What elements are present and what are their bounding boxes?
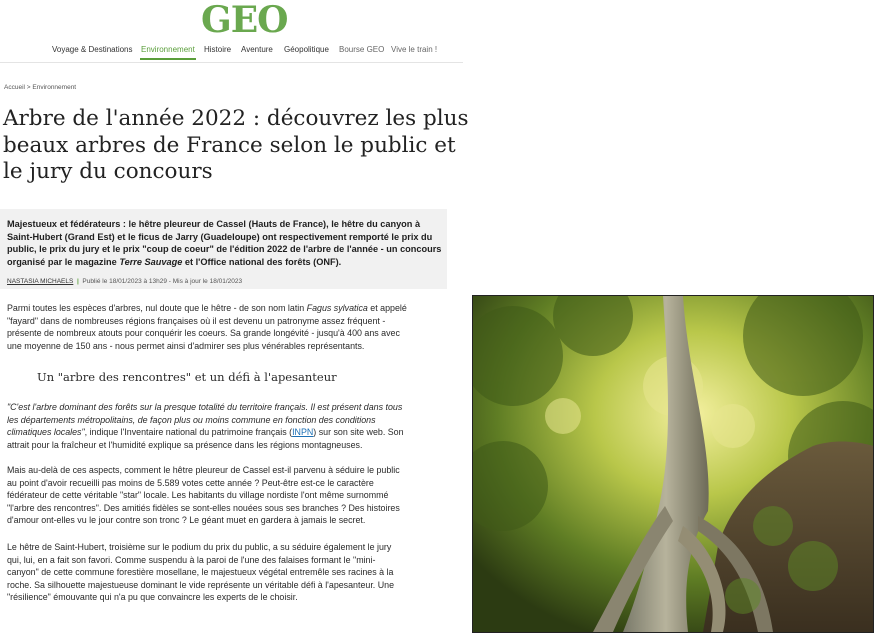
- latin-name: Fagus sylvatica: [306, 303, 368, 313]
- nav-divider: [0, 62, 463, 63]
- breadcrumb-home[interactable]: Accueil: [4, 84, 25, 91]
- article-title: Arbre de l'année 2022 : découvrez les plus beaux arbres de France selon le public et le jury du concours: [3, 106, 469, 184]
- breadcrumb: [4, 84, 76, 91]
- nav-item-aventure[interactable]: Aventure: [241, 45, 273, 54]
- nav-active-indicator: [140, 58, 196, 60]
- nav-item-histoire[interactable]: Histoire: [204, 45, 232, 54]
- article-lead: [7, 218, 443, 268]
- lead-text-part: et l'Office national des forêts (ONF).: [182, 256, 342, 267]
- byline-separator: |: [75, 278, 81, 285]
- paragraph-text: et appelé "fayard" dans de nombreuses régions françaises où il est devenu un patronyme assez fréquent - présente de nombreux atouts pour conquérir les coeurs. Sa grande longévité - jusqu'à 400 ans avec une moyenne de 150 ans - nous permet ainsi d'admirer ses plus vénérables représentants.: [7, 303, 407, 351]
- nav-item-voyage[interactable]: Voyage & Destinations: [52, 45, 133, 54]
- main-nav: [0, 45, 463, 61]
- tree-image: [473, 296, 873, 632]
- paragraph-text: , indique l'Inventaire national du patrimoine français (: [84, 427, 293, 438]
- paragraph-text: ) sur son site web. Son attrait pour la fraîcheur et l'humidité explique sa présence dans les régions montagneuses.: [7, 427, 404, 450]
- nav-item-environnement[interactable]: Environnement: [141, 45, 195, 54]
- article-paragraph-3: Mais au-delà de ces aspects, comment le hêtre pleureur de Cassel est-il parvenu à séduire le public au point d'avoir recueilli pas moins de 5.589 votes cette année ? Peut-être est-ce le caractère fédérateur de cette véritable "star" locale. Les habitants du village nordiste l'ont même surnommé "l'arbre des rencontres". Des amitiés fidèles se sont-elles nouées sous ses branches ? Des histoires d'amour ont-elles vu le jour contre son tronc ? Le géant muet en gardera à jamais le secret.: [7, 465, 400, 526]
- beech-tree-photo: [472, 295, 874, 633]
- article-paragraph-4: Le hêtre de Saint-Hubert, troisième sur le podium du prix du public, a su séduire également le jury qui, lui, en a fait son favori. Comme suspendu à la paroi de l'une des falaises formant le "mini-canyon" de cette commune forestière mosellane, le majestueux végétal entremêle ses racines à la roche. Sa silhouette majestueuse dominant le vide représente un véritable défi à l'apesanteur. Une "résilience" émouvante qui n'a pu que convaincre les experts de le choisir.: [7, 542, 395, 603]
- lead-magazine-name: Terre Sauvage: [119, 256, 183, 267]
- breadcrumb-separator: >: [26, 84, 31, 91]
- article-paragraph-2: [7, 401, 407, 451]
- nav-item-vive-le-train[interactable]: Vive le train !: [391, 45, 438, 54]
- geo-logo[interactable]: GEO: [201, 0, 288, 41]
- byline: [7, 278, 242, 285]
- nav-item-bourse-geo[interactable]: Bourse GEO: [339, 45, 385, 54]
- lead-text-part: Majestueux et fédérateurs : le hêtre pleureur de Cassel (Hauts de France), le hêtre du canyon à Saint-Hubert (Grand Est) et le ficus de Jarry (Guadeloupe) ont respectivement remporté le prix du public, le prix du jury et le prix "coup de coeur" de l'édition 2022 de l'arbre de l'année - un concours organisé par le magazine: [7, 219, 442, 267]
- author-link[interactable]: NASTASIA MICHAELS: [7, 278, 74, 285]
- article-paragraph-1: [7, 302, 407, 352]
- breadcrumb-section[interactable]: Environnement: [32, 84, 77, 91]
- inpn-quote: "C'est l'arbre dominant des forêts sur la presque totalité du territoire français. Il est présent dans tous les départements métropolitains, de façon plus ou moins commune en fonction des conditions climatiques locales": [7, 402, 403, 438]
- nav-item-geopolitique[interactable]: Géopolitique: [284, 45, 329, 54]
- section-subheading: Un "arbre des rencontres" et un défi à l'apesanteur: [37, 370, 337, 384]
- paragraph-text: Parmi toutes les espèces d'arbres, nul doute que le hêtre - de son nom latin: [7, 303, 307, 313]
- publish-dates: Publié le 18/01/2023 à 13h29 - Mis à jour le 18/01/2023: [82, 278, 243, 285]
- inpn-link[interactable]: INPN: [292, 427, 314, 438]
